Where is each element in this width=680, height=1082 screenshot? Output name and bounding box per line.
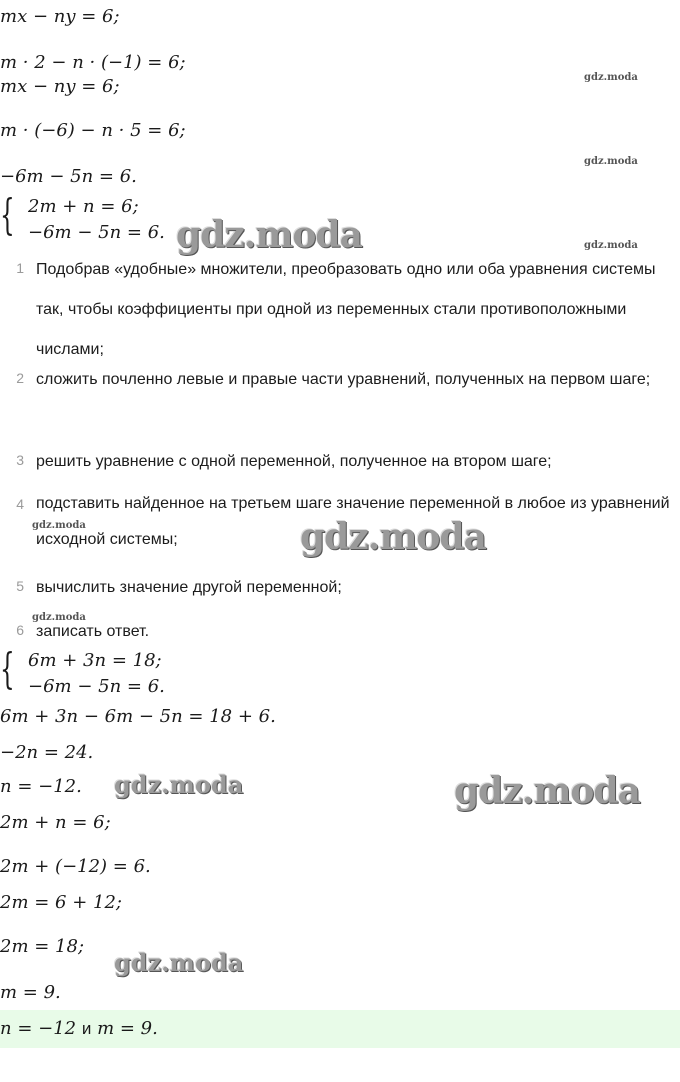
system-1-eq-1: 2m + n = 6; xyxy=(28,196,139,217)
equation-2: m · 2 − n · (−1) = 6; xyxy=(0,52,186,73)
equation-5: −6m − 5n = 6. xyxy=(0,166,137,187)
step-number: 2 xyxy=(16,370,24,386)
answer-n: n = −12 xyxy=(0,1018,77,1039)
equation-9: 2m + n = 6; xyxy=(0,812,111,833)
step-number: 4 xyxy=(16,496,24,512)
equation-4: m · (−6) − n · 5 = 6; xyxy=(0,120,186,141)
watermark: gdz.moda xyxy=(114,770,244,799)
step-text: подставить найденное на третьем шаге значение переменной в любое из уравнений исходной системы; xyxy=(36,495,670,548)
watermark: gdz.moda xyxy=(176,214,362,256)
watermark: gdz.moda xyxy=(584,156,638,167)
watermark: gdz.moda xyxy=(32,520,86,531)
equation-8: n = −12. xyxy=(0,776,82,797)
step-number: 1 xyxy=(16,260,24,276)
step-text: сложить почленно левые и правые части уравнений, полученных на первом шаге; xyxy=(36,371,651,388)
brace-icon: { xyxy=(0,644,15,693)
equation-6: 6m + 3n − 6m − 5n = 18 + 6. xyxy=(0,706,276,727)
step-number: 3 xyxy=(16,452,24,468)
step-text: Подобрав «удобные» множители, преобразовать одно или оба уравнения системы так, чтобы коэффициенты при одной из переменных стали противоположными числами; xyxy=(36,261,656,358)
step-text: записать ответ. xyxy=(36,623,150,640)
watermark: gdz.moda xyxy=(300,516,486,558)
step-number: 5 xyxy=(16,578,24,594)
equation-12: 2m = 18; xyxy=(0,936,85,957)
system-1-eq-2: −6m − 5n = 6. xyxy=(28,222,165,243)
watermark: gdz.moda xyxy=(584,240,638,251)
step-text: вычислить значение другой переменной; xyxy=(36,579,342,596)
equation-11: 2m = 6 + 12; xyxy=(0,892,122,913)
equation-1: mx − ny = 6; xyxy=(0,6,120,27)
step-text: решить уравнение с одной переменной, полученное на втором шаге; xyxy=(36,453,552,470)
equation-3: mx − ny = 6; xyxy=(0,76,120,97)
answer-box xyxy=(0,1010,680,1048)
watermark: gdz.moda xyxy=(32,612,86,623)
watermark: gdz.moda xyxy=(114,948,244,977)
system-2-eq-1: 6m + 3n = 18; xyxy=(28,650,162,671)
equation-10: 2m + (−12) = 6. xyxy=(0,856,151,877)
watermark: gdz.moda xyxy=(454,770,640,812)
equation-13: m = 9. xyxy=(0,982,61,1003)
brace-icon: { xyxy=(0,190,15,239)
watermark: gdz.moda xyxy=(584,72,638,83)
equation-7: −2n = 24. xyxy=(0,742,94,763)
answer-conj: и xyxy=(81,1019,92,1038)
step-number: 6 xyxy=(16,622,24,638)
answer-m: m = 9. xyxy=(97,1018,158,1039)
answer-text xyxy=(0,1018,158,1040)
system-2-eq-2: −6m − 5n = 6. xyxy=(28,676,165,697)
